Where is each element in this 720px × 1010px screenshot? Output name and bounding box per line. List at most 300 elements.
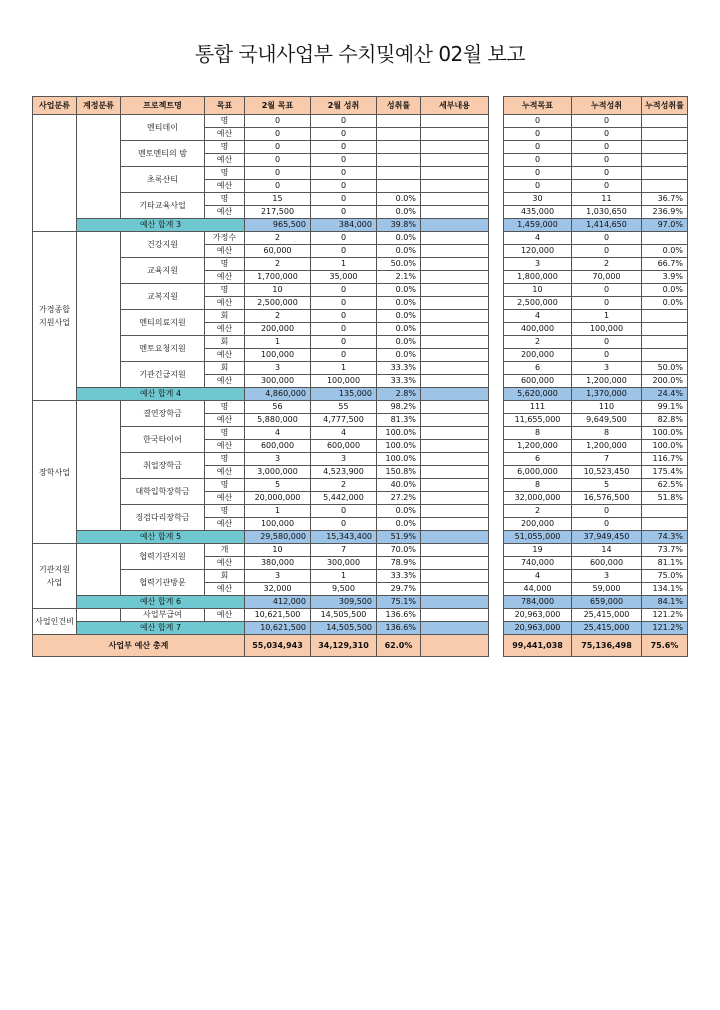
detail-cell	[421, 505, 489, 518]
rate-cell: 33.3%	[377, 362, 421, 375]
detail-cell	[421, 284, 489, 297]
header-biz: 사업분류	[33, 97, 77, 115]
rate-cell: 0.0%	[377, 245, 421, 258]
feb-result-cell: 0	[311, 310, 377, 323]
cum-result-cell: 0	[572, 336, 642, 349]
feb-result-cell: 135,000	[311, 388, 377, 401]
cum-target-cell: 200,000	[504, 349, 572, 362]
feb-target-cell: 100,000	[245, 518, 311, 531]
feb-target-cell: 32,000	[245, 583, 311, 596]
cum-result-cell: 659,000	[572, 596, 642, 609]
cum-target-cell: 435,000	[504, 206, 572, 219]
project-name: 협력기관방문	[121, 570, 205, 596]
feb-target-cell: 4,860,000	[245, 388, 311, 401]
header-row	[33, 97, 489, 115]
rate-cell: 0.0%	[377, 284, 421, 297]
cum-row	[504, 375, 688, 388]
feb-target-cell: 10	[245, 544, 311, 557]
table-row	[33, 544, 489, 557]
project-name: 멘토요청지원	[121, 336, 205, 362]
unit-cell: 명	[205, 427, 245, 440]
feb-target-cell: 3	[245, 570, 311, 583]
detail-cell	[421, 323, 489, 336]
rate-cell: 75.1%	[377, 596, 421, 609]
detail-cell	[421, 609, 489, 622]
unit-cell: 예산	[205, 154, 245, 167]
rate-cell: 33.3%	[377, 375, 421, 388]
cum-rate-cell	[642, 115, 688, 128]
detail-cell	[421, 583, 489, 596]
cum-result-cell: 7	[572, 453, 642, 466]
cum-result-cell: 110	[572, 401, 642, 414]
detail-cell	[421, 362, 489, 375]
project-name: 기타교육사업	[121, 193, 205, 219]
unit-cell: 회	[205, 362, 245, 375]
unit-cell: 예산	[205, 518, 245, 531]
rate-cell: 2.1%	[377, 271, 421, 284]
cum-row	[504, 336, 688, 349]
cum-target-cell: 0	[504, 141, 572, 154]
detail-cell	[421, 193, 489, 206]
cum-result-cell: 1	[572, 310, 642, 323]
cum-result-cell: 0	[572, 349, 642, 362]
feb-target-cell: 0	[245, 154, 311, 167]
detail-cell	[421, 518, 489, 531]
cum-rate-cell: 121.2%	[642, 622, 688, 635]
cum-result-cell: 0	[572, 232, 642, 245]
unit-cell: 예산	[205, 466, 245, 479]
cum-rate-cell: 82.8%	[642, 414, 688, 427]
cum-rate-cell	[642, 154, 688, 167]
cum-target-cell: 120,000	[504, 245, 572, 258]
cum-row	[504, 232, 688, 245]
rate-cell: 136.6%	[377, 609, 421, 622]
subtotal-row	[33, 388, 489, 401]
feb-result-cell: 1	[311, 570, 377, 583]
unit-cell: 예산	[205, 323, 245, 336]
header-cum_result: 누적성취	[572, 97, 642, 115]
cum-result-cell: 600,000	[572, 557, 642, 570]
subtotal-label: 예산 합계 6	[77, 596, 245, 609]
cum-row	[504, 154, 688, 167]
cum-row	[504, 427, 688, 440]
cum-result-cell: 1,200,000	[572, 375, 642, 388]
feb-result-cell: 4,777,500	[311, 414, 377, 427]
cum-result-cell: 25,415,000	[572, 609, 642, 622]
cum-target-cell: 51,055,000	[504, 531, 572, 544]
unit-cell: 명	[205, 141, 245, 154]
cum-rate-cell: 116.7%	[642, 453, 688, 466]
cum-target-cell: 1,800,000	[504, 271, 572, 284]
page-title: 통합 국내사업부 수치및예산 02월 보고	[194, 42, 526, 66]
cum-rate-cell	[642, 232, 688, 245]
rate-cell: 51.9%	[377, 531, 421, 544]
detail-cell	[421, 466, 489, 479]
cum-result-cell: 1,200,000	[572, 440, 642, 453]
cum-result-cell: 0	[572, 141, 642, 154]
detail-cell	[421, 401, 489, 414]
cum-row	[504, 310, 688, 323]
cum-rate-cell: 134.1%	[642, 583, 688, 596]
feb-target-cell: 20,000,000	[245, 492, 311, 505]
unit-cell: 예산	[205, 245, 245, 258]
header-cum_target: 누적목표	[504, 97, 572, 115]
feb-result-cell: 2	[311, 479, 377, 492]
cum-rate-cell: 100.0%	[642, 440, 688, 453]
detail-cell	[421, 219, 489, 232]
unit-cell: 예산	[205, 440, 245, 453]
cum-row	[504, 401, 688, 414]
cum-target-cell: 4	[504, 310, 572, 323]
feb-target-cell: 100,000	[245, 349, 311, 362]
business-category: 장학사업	[33, 401, 77, 544]
cum-row	[504, 570, 688, 583]
unit-cell: 예산	[205, 583, 245, 596]
total-detail	[421, 635, 489, 657]
feb-target-cell: 3	[245, 362, 311, 375]
cum-row	[504, 492, 688, 505]
rate-cell: 70.0%	[377, 544, 421, 557]
feb-result-cell: 4	[311, 427, 377, 440]
feb-target-cell: 3,000,000	[245, 466, 311, 479]
rate-cell	[377, 154, 421, 167]
cum-rate-cell: 24.4%	[642, 388, 688, 401]
header-target: 목표	[205, 97, 245, 115]
detail-cell	[421, 479, 489, 492]
cum-result-cell: 0	[572, 154, 642, 167]
feb-result-cell: 15,343,400	[311, 531, 377, 544]
cum-rate-cell	[642, 349, 688, 362]
cum-rate-cell: 74.3%	[642, 531, 688, 544]
feb-result-cell: 300,000	[311, 557, 377, 570]
detail-cell	[421, 349, 489, 362]
unit-cell: 명	[205, 258, 245, 271]
rate-cell: 50.0%	[377, 258, 421, 271]
table-row	[33, 115, 489, 128]
cum-rate-cell: 73.7%	[642, 544, 688, 557]
cum-rate-cell	[642, 310, 688, 323]
feb-result-cell: 0	[311, 128, 377, 141]
feb-target-cell: 4	[245, 427, 311, 440]
feb-result-cell: 0	[311, 154, 377, 167]
cum-target-cell: 784,000	[504, 596, 572, 609]
detail-cell	[421, 440, 489, 453]
subtotal-row	[33, 531, 489, 544]
feb-result-cell: 14,505,500	[311, 622, 377, 635]
header-cum_rate: 누적성취률	[642, 97, 688, 115]
detail-cell	[421, 622, 489, 635]
cum-target-cell: 400,000	[504, 323, 572, 336]
feb-result-cell: 0	[311, 505, 377, 518]
cum-target-cell: 8	[504, 479, 572, 492]
subtotal-label: 예산 합계 3	[77, 219, 245, 232]
cum-target-cell: 200,000	[504, 518, 572, 531]
cum-result-cell: 1,370,000	[572, 388, 642, 401]
cum-row	[504, 141, 688, 154]
feb-target-cell: 0	[245, 180, 311, 193]
account-category	[77, 609, 121, 622]
cum-row	[504, 349, 688, 362]
rate-cell: 0.0%	[377, 518, 421, 531]
cum-result-cell: 9,649,500	[572, 414, 642, 427]
feb-target-cell: 1,700,000	[245, 271, 311, 284]
cum-subtotal-row	[504, 622, 688, 635]
cum-target-cell: 2	[504, 336, 572, 349]
cum-header-row	[504, 97, 688, 115]
cum-rate-cell	[642, 128, 688, 141]
business-category: 사업인건비	[33, 609, 77, 635]
feb-result-cell: 0	[311, 115, 377, 128]
rate-cell: 33.3%	[377, 570, 421, 583]
cum-row	[504, 206, 688, 219]
detail-cell	[421, 531, 489, 544]
cum-result-cell: 70,000	[572, 271, 642, 284]
feb-result-cell: 55	[311, 401, 377, 414]
cum-rate-cell: 100.0%	[642, 427, 688, 440]
feb-target-cell: 2	[245, 258, 311, 271]
feb-result-cell: 3	[311, 453, 377, 466]
unit-cell: 가정수	[205, 232, 245, 245]
cum-target-cell: 4	[504, 570, 572, 583]
detail-cell	[421, 271, 489, 284]
detail-cell	[421, 492, 489, 505]
cum-target-cell: 2,500,000	[504, 297, 572, 310]
cum-result-cell: 0	[572, 284, 642, 297]
detail-cell	[421, 167, 489, 180]
cum-target-cell: 6	[504, 453, 572, 466]
rate-cell	[377, 141, 421, 154]
rate-cell: 29.7%	[377, 583, 421, 596]
cum-rate-cell: 0.0%	[642, 245, 688, 258]
detail-cell	[421, 414, 489, 427]
unit-cell: 명	[205, 505, 245, 518]
table-row	[33, 401, 489, 414]
cum-rate-cell: 3.9%	[642, 271, 688, 284]
unit-cell: 회	[205, 310, 245, 323]
feb-target-cell: 15	[245, 193, 311, 206]
feb-target-cell: 300,000	[245, 375, 311, 388]
rate-cell	[377, 180, 421, 193]
project-name: 대학입학장학금	[121, 479, 205, 505]
rate-cell	[377, 115, 421, 128]
account-category	[77, 232, 121, 388]
cum-result-cell: 10,523,450	[572, 466, 642, 479]
project-name: 사업부급여	[121, 609, 205, 622]
detail-cell	[421, 544, 489, 557]
unit-cell: 회	[205, 570, 245, 583]
cum-rate-cell	[642, 141, 688, 154]
cum-target-cell: 10	[504, 284, 572, 297]
cum-row	[504, 193, 688, 206]
cum-target-cell: 6	[504, 362, 572, 375]
cum-result-cell: 0	[572, 115, 642, 128]
detail-cell	[421, 453, 489, 466]
feb-result-cell: 5,442,000	[311, 492, 377, 505]
cum-target-cell: 1,200,000	[504, 440, 572, 453]
cum-row	[504, 583, 688, 596]
detail-cell	[421, 596, 489, 609]
cum-rate-cell: 0.0%	[642, 284, 688, 297]
feb-result-cell: 0	[311, 284, 377, 297]
cum-result-cell: 1,030,650	[572, 206, 642, 219]
feb-target-cell: 56	[245, 401, 311, 414]
rate-cell: 27.2%	[377, 492, 421, 505]
detail-cell	[421, 297, 489, 310]
feb-target-cell: 10	[245, 284, 311, 297]
unit-cell: 예산	[205, 414, 245, 427]
total-cum-rate: 75.6%	[642, 635, 688, 657]
feb-result-cell: 384,000	[311, 219, 377, 232]
rate-cell: 0.0%	[377, 336, 421, 349]
cum-result-cell: 59,000	[572, 583, 642, 596]
cum-row	[504, 180, 688, 193]
subtotal-row	[33, 219, 489, 232]
feb-result-cell: 1	[311, 258, 377, 271]
rate-cell: 0.0%	[377, 323, 421, 336]
rate-cell: 150.8%	[377, 466, 421, 479]
detail-cell	[421, 245, 489, 258]
cum-result-cell: 25,415,000	[572, 622, 642, 635]
feb-target-cell: 2	[245, 232, 311, 245]
feb-target-cell: 5	[245, 479, 311, 492]
header-proj: 프로젝트명	[121, 97, 205, 115]
cum-rate-cell: 200.0%	[642, 375, 688, 388]
cum-rate-cell: 51.8%	[642, 492, 688, 505]
rate-cell: 39.8%	[377, 219, 421, 232]
cum-row	[504, 557, 688, 570]
header-feb_target: 2월 목표	[245, 97, 311, 115]
cum-rate-cell	[642, 180, 688, 193]
monthly-report-table	[32, 96, 489, 657]
rate-cell: 98.2%	[377, 401, 421, 414]
total-feb-target: 55,034,943	[245, 635, 311, 657]
cum-row	[504, 466, 688, 479]
cum-rate-cell	[642, 323, 688, 336]
cum-row	[504, 128, 688, 141]
unit-cell: 예산	[205, 180, 245, 193]
feb-target-cell: 600,000	[245, 440, 311, 453]
unit-cell: 명	[205, 401, 245, 414]
feb-result-cell: 600,000	[311, 440, 377, 453]
cum-target-cell: 740,000	[504, 557, 572, 570]
subtotal-row	[33, 596, 489, 609]
feb-result-cell: 0	[311, 232, 377, 245]
cum-result-cell: 0	[572, 245, 642, 258]
feb-target-cell: 60,000	[245, 245, 311, 258]
detail-cell	[421, 388, 489, 401]
cum-rate-cell: 0.0%	[642, 297, 688, 310]
account-category	[77, 544, 121, 596]
cum-rate-cell: 36.7%	[642, 193, 688, 206]
project-name: 교육지원	[121, 258, 205, 284]
cum-row	[504, 440, 688, 453]
cum-row	[504, 609, 688, 622]
feb-result-cell: 14,505,500	[311, 609, 377, 622]
feb-target-cell: 380,000	[245, 557, 311, 570]
rate-cell: 0.0%	[377, 505, 421, 518]
unit-cell: 개	[205, 544, 245, 557]
feb-target-cell: 1	[245, 505, 311, 518]
rate-cell: 0.0%	[377, 310, 421, 323]
rate-cell: 40.0%	[377, 479, 421, 492]
cum-row	[504, 362, 688, 375]
cum-target-cell: 11,655,000	[504, 414, 572, 427]
cum-row	[504, 167, 688, 180]
cum-rate-cell: 81.1%	[642, 557, 688, 570]
cum-subtotal-row	[504, 596, 688, 609]
cum-rate-cell: 66.7%	[642, 258, 688, 271]
unit-cell: 예산	[205, 375, 245, 388]
cum-row	[504, 284, 688, 297]
total-cum-result: 75,136,498	[572, 635, 642, 657]
feb-target-cell: 0	[245, 128, 311, 141]
cum-target-cell: 0	[504, 167, 572, 180]
cum-row	[504, 544, 688, 557]
account-category	[77, 401, 121, 531]
detail-cell	[421, 141, 489, 154]
unit-cell: 예산	[205, 609, 245, 622]
cum-rate-cell: 84.1%	[642, 596, 688, 609]
rate-cell: 100.0%	[377, 427, 421, 440]
project-name: 기관긴급지원	[121, 362, 205, 388]
cum-result-cell: 16,576,500	[572, 492, 642, 505]
cum-result-cell: 100,000	[572, 323, 642, 336]
unit-cell: 회	[205, 336, 245, 349]
cum-row	[504, 453, 688, 466]
rate-cell: 81.3%	[377, 414, 421, 427]
cum-rate-cell: 62.5%	[642, 479, 688, 492]
unit-cell: 예산	[205, 206, 245, 219]
cum-target-cell: 6,000,000	[504, 466, 572, 479]
header-rate: 성취률	[377, 97, 421, 115]
cum-target-cell: 3	[504, 258, 572, 271]
detail-cell	[421, 128, 489, 141]
business-category: 기관지원 사업	[33, 544, 77, 609]
feb-result-cell: 0	[311, 167, 377, 180]
subtotal-label: 예산 합계 4	[77, 388, 245, 401]
rate-cell: 0.0%	[377, 206, 421, 219]
cum-target-cell: 4	[504, 232, 572, 245]
feb-result-cell: 0	[311, 141, 377, 154]
cum-rate-cell	[642, 505, 688, 518]
project-name: 건강지원	[121, 232, 205, 258]
cum-result-cell: 0	[572, 128, 642, 141]
rate-cell	[377, 128, 421, 141]
rate-cell: 0.0%	[377, 297, 421, 310]
cum-row	[504, 479, 688, 492]
feb-result-cell: 35,000	[311, 271, 377, 284]
header-acct: 계정분류	[77, 97, 121, 115]
feb-target-cell: 3	[245, 453, 311, 466]
detail-cell	[421, 232, 489, 245]
cum-row	[504, 505, 688, 518]
unit-cell: 명	[205, 453, 245, 466]
detail-cell	[421, 375, 489, 388]
cum-result-cell: 0	[572, 297, 642, 310]
cum-rate-cell	[642, 167, 688, 180]
cum-target-cell: 600,000	[504, 375, 572, 388]
unit-cell: 예산	[205, 128, 245, 141]
cum-rate-cell	[642, 336, 688, 349]
unit-cell: 예산	[205, 349, 245, 362]
detail-cell	[421, 310, 489, 323]
cum-rate-cell: 99.1%	[642, 401, 688, 414]
detail-cell	[421, 115, 489, 128]
cum-result-cell: 14	[572, 544, 642, 557]
cum-rate-cell: 97.0%	[642, 219, 688, 232]
feb-result-cell: 7	[311, 544, 377, 557]
cum-result-cell: 11	[572, 193, 642, 206]
